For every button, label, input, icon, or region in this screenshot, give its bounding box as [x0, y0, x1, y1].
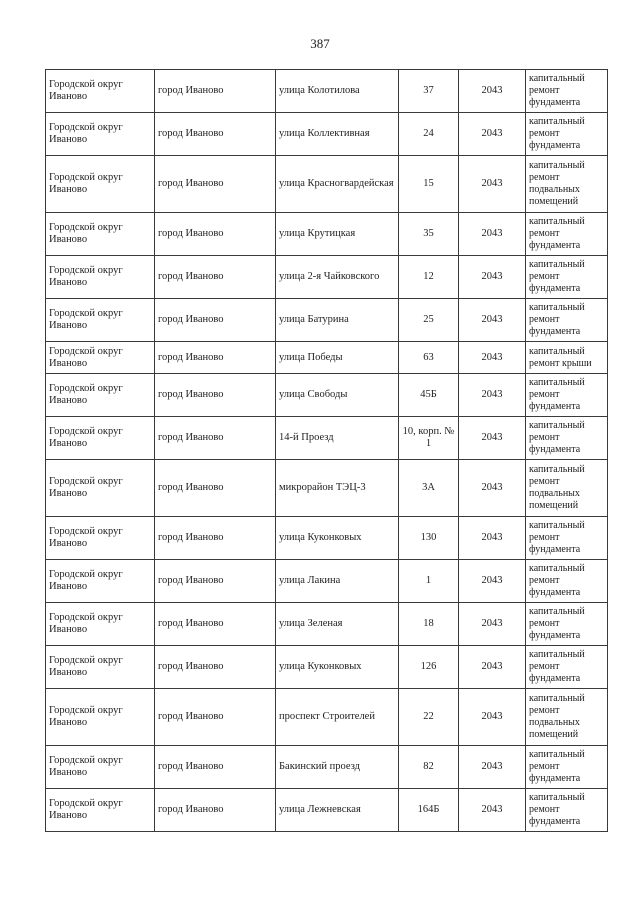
table-row: [46, 689, 608, 746]
repair-work-cell: капитальный ремонт фундамента: [526, 299, 608, 342]
street-cell: улица Куконковых: [276, 517, 399, 560]
district-cell: Городской округ Иваново: [46, 113, 155, 156]
street-cell: улица 2-я Чайковского: [276, 256, 399, 299]
house-number-cell: 10, корп. № 1: [399, 417, 459, 460]
district-cell: Городской округ Иваново: [46, 746, 155, 789]
table-row: [46, 560, 608, 603]
repair-work-cell: капитальный ремонт фундамента: [526, 517, 608, 560]
house-number-cell: 164Б: [399, 789, 459, 832]
year-cell: 2043: [459, 342, 526, 374]
year-cell: 2043: [459, 517, 526, 560]
city-cell: город Иваново: [155, 299, 276, 342]
table-row: [46, 460, 608, 517]
year-cell: 2043: [459, 746, 526, 789]
street-cell: улица Красногвардейская: [276, 156, 399, 213]
house-number-cell: 130: [399, 517, 459, 560]
repair-work-cell: капитальный ремонт крыши: [526, 342, 608, 374]
city-cell: город Иваново: [155, 560, 276, 603]
repair-work-cell: капитальный ремонт подвальных помещений: [526, 460, 608, 517]
repair-work-cell: капитальный ремонт фундамента: [526, 374, 608, 417]
district-cell: Городской округ Иваново: [46, 70, 155, 113]
district-cell: Городской округ Иваново: [46, 603, 155, 646]
table-row: [46, 70, 608, 113]
table-row: [46, 517, 608, 560]
year-cell: 2043: [459, 460, 526, 517]
house-number-cell: 45Б: [399, 374, 459, 417]
year-cell: 2043: [459, 689, 526, 746]
page-number: 387: [310, 36, 330, 51]
street-cell: улица Победы: [276, 342, 399, 374]
city-cell: город Иваново: [155, 156, 276, 213]
table-row: [46, 256, 608, 299]
year-cell: 2043: [459, 789, 526, 832]
city-cell: город Иваново: [155, 460, 276, 517]
house-number-cell: 63: [399, 342, 459, 374]
repair-work-cell: капитальный ремонт фундамента: [526, 603, 608, 646]
house-number-cell: 3А: [399, 460, 459, 517]
street-cell: 14-й Проезд: [276, 417, 399, 460]
house-number-cell: 25: [399, 299, 459, 342]
street-cell: улица Колотилова: [276, 70, 399, 113]
year-cell: 2043: [459, 603, 526, 646]
district-cell: Городской округ Иваново: [46, 517, 155, 560]
district-cell: Городской округ Иваново: [46, 213, 155, 256]
year-cell: 2043: [459, 417, 526, 460]
district-cell: Городской округ Иваново: [46, 689, 155, 746]
city-cell: город Иваново: [155, 646, 276, 689]
street-cell: улица Куконковых: [276, 646, 399, 689]
house-number-cell: 37: [399, 70, 459, 113]
city-cell: город Иваново: [155, 374, 276, 417]
street-cell: улица Свободы: [276, 374, 399, 417]
street-cell: улица Зеленая: [276, 603, 399, 646]
city-cell: город Иваново: [155, 256, 276, 299]
house-number-cell: 22: [399, 689, 459, 746]
repair-work-cell: капитальный ремонт фундамента: [526, 746, 608, 789]
year-cell: 2043: [459, 560, 526, 603]
repair-work-cell: капитальный ремонт фундамента: [526, 256, 608, 299]
table-row: [46, 113, 608, 156]
street-cell: улица Лакина: [276, 560, 399, 603]
house-number-cell: 35: [399, 213, 459, 256]
district-cell: Городской округ Иваново: [46, 374, 155, 417]
year-cell: 2043: [459, 374, 526, 417]
table-row: [46, 417, 608, 460]
street-cell: улица Коллективная: [276, 113, 399, 156]
table-row: [46, 374, 608, 417]
table-row: [46, 603, 608, 646]
street-cell: улица Лежневская: [276, 789, 399, 832]
city-cell: город Иваново: [155, 70, 276, 113]
repair-work-cell: капитальный ремонт фундамента: [526, 789, 608, 832]
year-cell: 2043: [459, 156, 526, 213]
city-cell: город Иваново: [155, 603, 276, 646]
city-cell: город Иваново: [155, 417, 276, 460]
street-cell: улица Батурина: [276, 299, 399, 342]
repair-work-cell: капитальный ремонт фундамента: [526, 646, 608, 689]
city-cell: город Иваново: [155, 213, 276, 256]
district-cell: Городской округ Иваново: [46, 460, 155, 517]
repair-work-cell: капитальный ремонт фундамента: [526, 70, 608, 113]
repair-work-cell: капитальный ремонт фундамента: [526, 213, 608, 256]
district-cell: Городской округ Иваново: [46, 646, 155, 689]
house-number-cell: 82: [399, 746, 459, 789]
district-cell: Городской округ Иваново: [46, 417, 155, 460]
table-row: [46, 789, 608, 832]
repair-work-cell: капитальный ремонт фундамента: [526, 560, 608, 603]
table-row: [46, 213, 608, 256]
city-cell: город Иваново: [155, 342, 276, 374]
repair-work-cell: капитальный ремонт подвальных помещений: [526, 156, 608, 213]
street-cell: Бакинский проезд: [276, 746, 399, 789]
house-number-cell: 24: [399, 113, 459, 156]
house-number-cell: 18: [399, 603, 459, 646]
year-cell: 2043: [459, 213, 526, 256]
house-number-cell: 1: [399, 560, 459, 603]
repair-work-cell: капитальный ремонт фундамента: [526, 417, 608, 460]
district-cell: Городской округ Иваново: [46, 560, 155, 603]
year-cell: 2043: [459, 113, 526, 156]
repair-work-cell: капитальный ремонт фундамента: [526, 113, 608, 156]
table-row: [46, 299, 608, 342]
city-cell: город Иваново: [155, 789, 276, 832]
house-number-cell: 15: [399, 156, 459, 213]
table-row: [46, 342, 608, 374]
house-number-cell: 126: [399, 646, 459, 689]
table-row: [46, 156, 608, 213]
repair-work-cell: капитальный ремонт подвальных помещений: [526, 689, 608, 746]
year-cell: 2043: [459, 256, 526, 299]
house-number-cell: 12: [399, 256, 459, 299]
year-cell: 2043: [459, 299, 526, 342]
street-cell: проспект Строителей: [276, 689, 399, 746]
table-row: [46, 746, 608, 789]
table-row: [46, 646, 608, 689]
table-body: [46, 70, 608, 832]
street-cell: микрорайон ТЭЦ-3: [276, 460, 399, 517]
city-cell: город Иваново: [155, 689, 276, 746]
city-cell: город Иваново: [155, 746, 276, 789]
housing-repair-table: [45, 69, 608, 832]
year-cell: 2043: [459, 646, 526, 689]
district-cell: Городской округ Иваново: [46, 156, 155, 213]
year-cell: 2043: [459, 70, 526, 113]
street-cell: улица Крутицкая: [276, 213, 399, 256]
district-cell: Городской округ Иваново: [46, 256, 155, 299]
city-cell: город Иваново: [155, 517, 276, 560]
district-cell: Городской округ Иваново: [46, 789, 155, 832]
district-cell: Городской округ Иваново: [46, 342, 155, 374]
city-cell: город Иваново: [155, 113, 276, 156]
district-cell: Городской округ Иваново: [46, 299, 155, 342]
